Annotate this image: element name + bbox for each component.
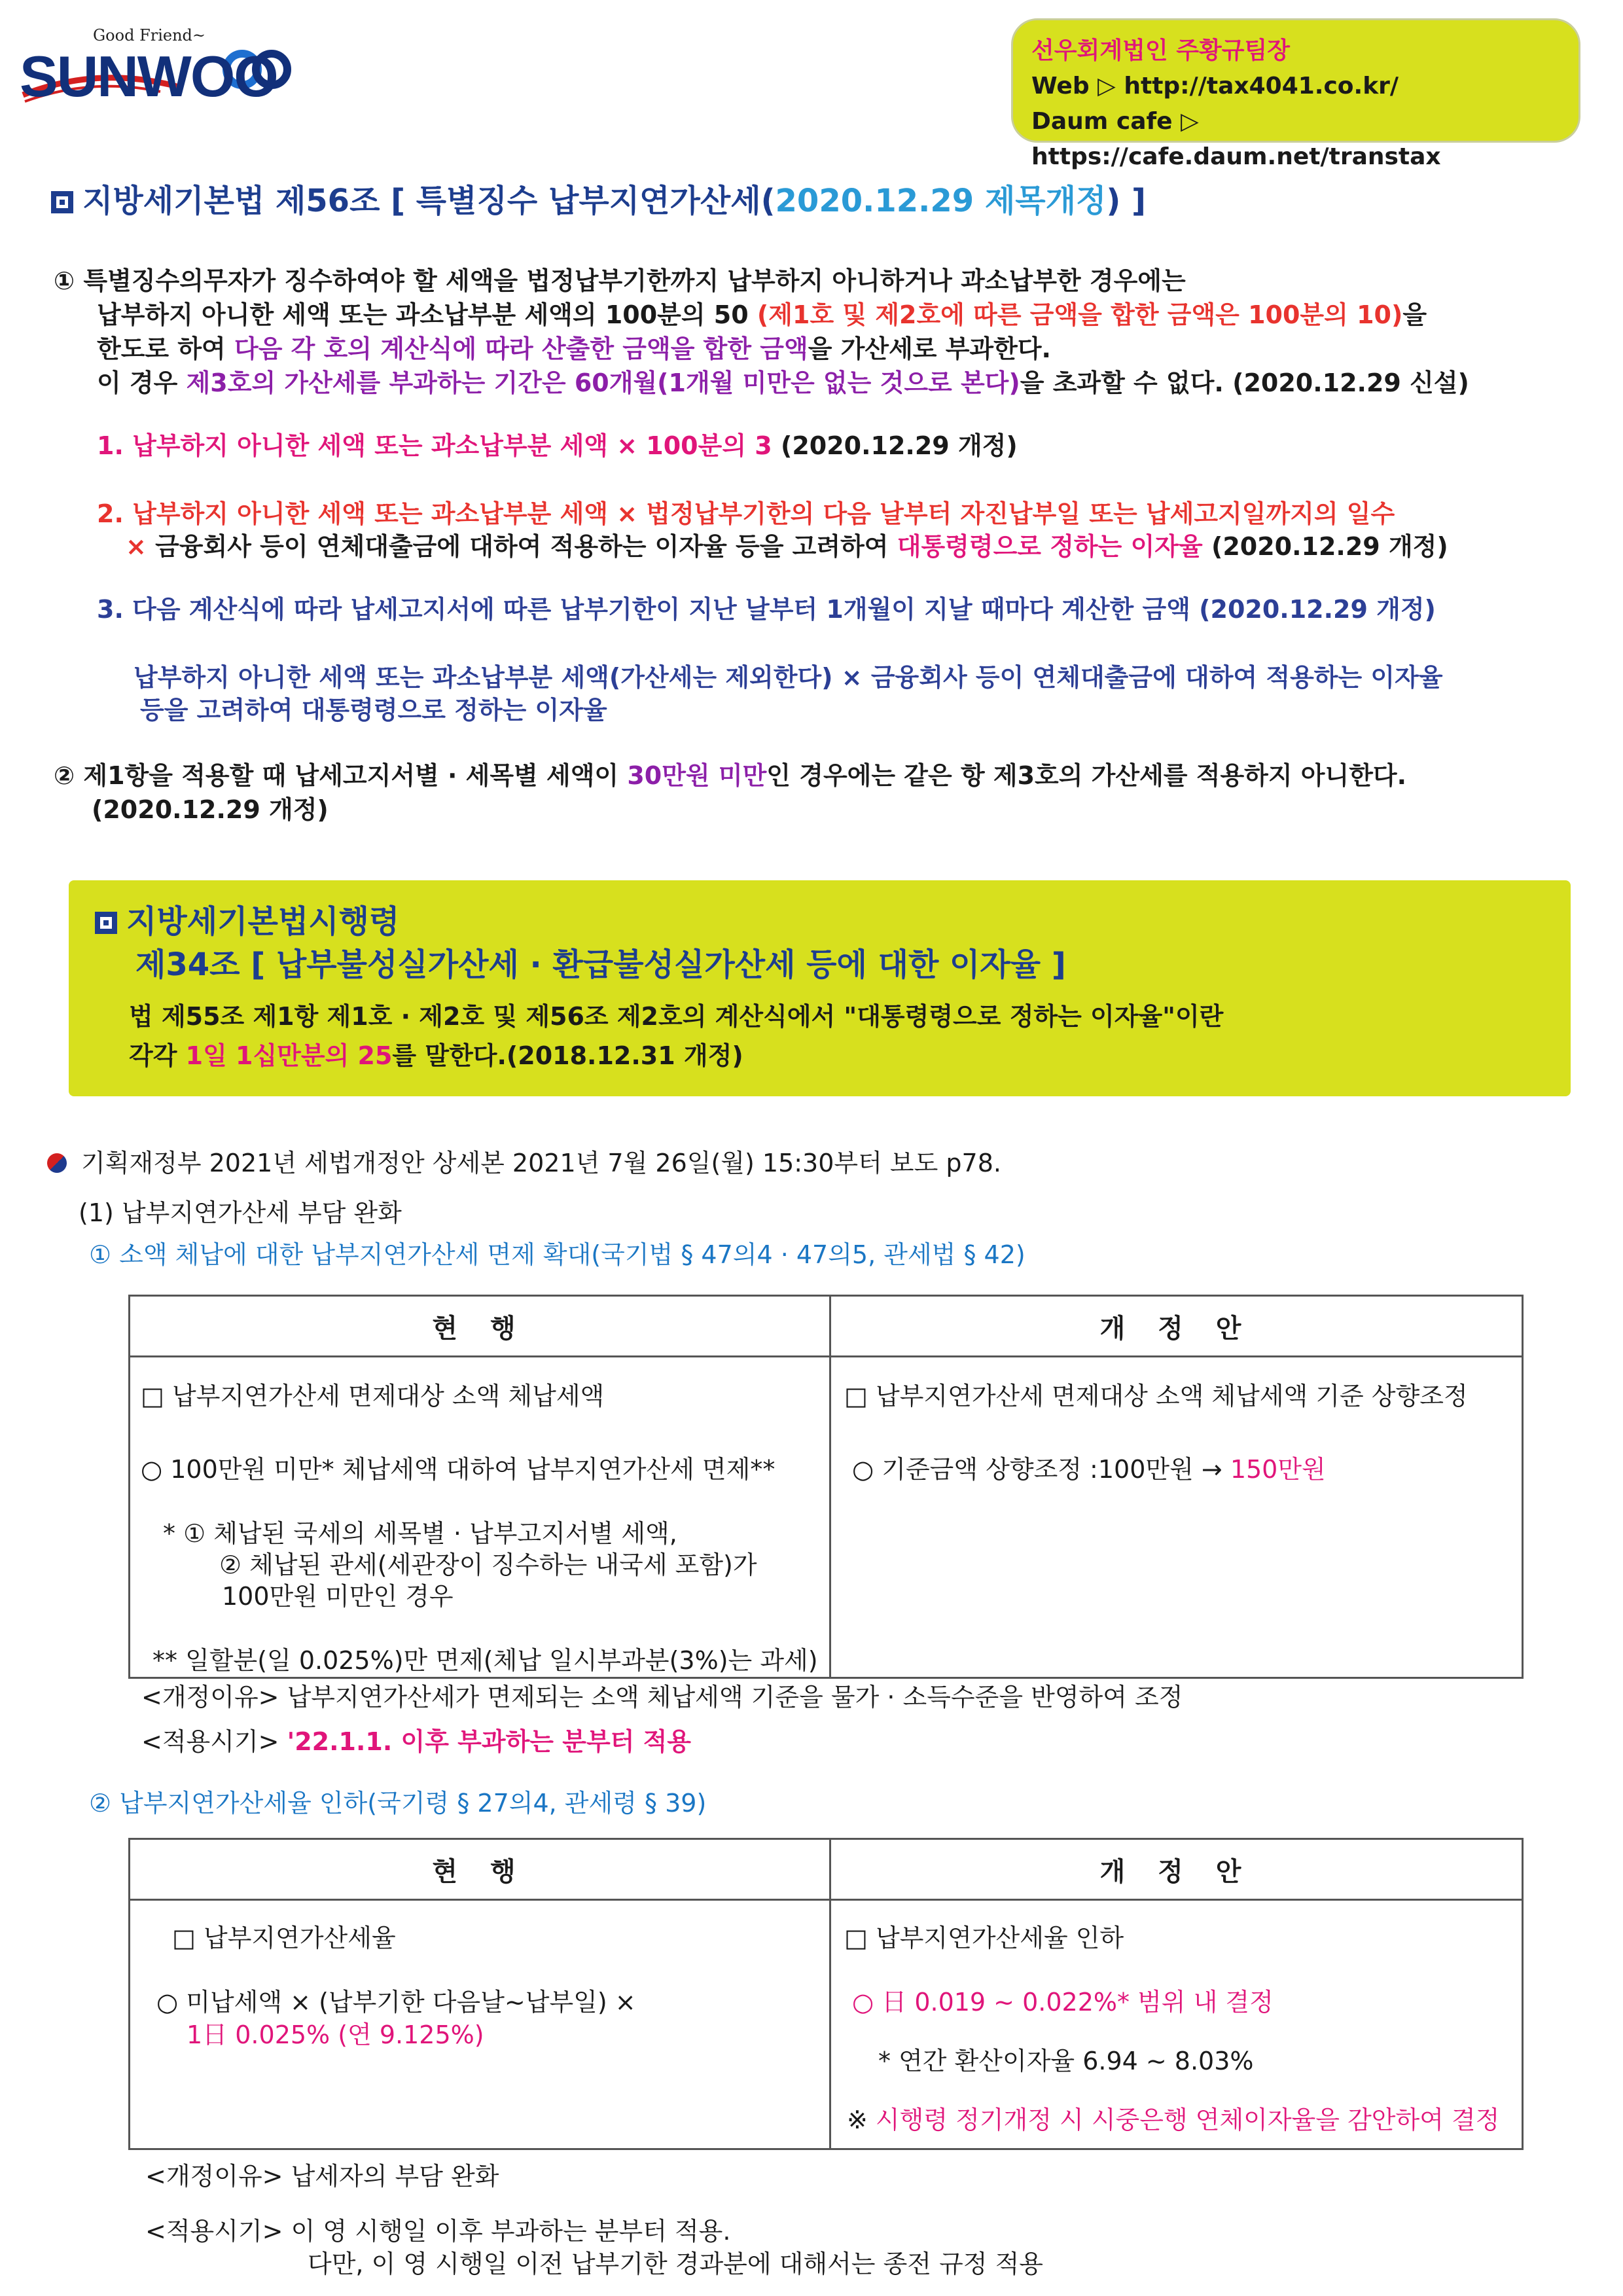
table1-right-line: ○ 기준금액 상향조정 :100만원 → 150만원 [852, 1455, 1326, 1484]
contact-cafe[interactable]: Daum cafe ▷ https://cafe.daum.net/transtax [1031, 108, 1441, 170]
item2-line2: × 금융회사 등이 연체대출금에 대하여 적용하는 이자율 등을 고려하여 대통령령으로 정하는 이자율 (2020.12.29 개정) [126, 532, 1448, 561]
table2-timing-2: 다만, 이 영 시행일 이전 납부기한 경과분에 대해서는 종전 규정 적용 [308, 2250, 1043, 2278]
para2-line1: ② 제1항을 적용할 때 납세고지서별 · 세목별 세액이 30만원 미만인 경우에는 같은 항 제3호의 가산세를 적용하지 아니한다. [54, 761, 1407, 790]
para1-line1: ① 특별징수의무자가 징수하여야 할 세액을 법정납부기한까지 납부하지 아니하거나 과소납부한 경우에는 [54, 266, 1186, 295]
decree-title: 지방세기본법시행령 제34조 [ 납부불성실가산세 · 환급불성실가산세 등에 대한 이자율 ] [95, 900, 1066, 986]
para2-line2: (2020.12.29 개정) [92, 795, 329, 824]
reform-section-1: (1) 납부지연가산세 부담 완화 [79, 1198, 402, 1227]
table1-head-current: 현 행 [130, 1296, 830, 1357]
table2-left-line: □ 납부지연가산세율 [172, 1924, 396, 1952]
comparison-table-2 [128, 1838, 1524, 2150]
table2-head-current: 현 행 [130, 1839, 830, 1900]
table2-right-line: □ 납부지연가산세율 인하 [844, 1924, 1124, 1952]
item3-line2: 납부하지 아니한 세액 또는 과소납부분 세액(가산세는 제외한다) × 금융회사 등이 연체대출금에 대하여 적용하는 이자율 [134, 663, 1443, 692]
para1-line4: 이 경우 제3호의 가산세를 부과하는 기간은 60개월(1개월 미만은 없는 것으로 본다)을 초과할 수 없다. (2020.12.29 신설) [97, 368, 1469, 397]
contact-web[interactable]: Web ▷ http://tax4041.co.kr/ [1031, 73, 1399, 99]
table1-left-line: ○ 100만원 미만* 체납세액 대하여 납부지연가산세 면제** [141, 1455, 776, 1484]
logo-wordmark: SUNWOO [20, 44, 277, 109]
reform-subsection-2: ② 납부지연가산세율 인하(국기령 § 27의4, 관세령 § 39) [89, 1789, 707, 1818]
article-title: 지방세기본법 제56조 [ 특별징수 납부지연가산세(2020.12.29 제목개정) ] [51, 175, 1146, 221]
square-bullet-icon [51, 191, 73, 213]
item3-line1: 3. 다음 계산식에 따라 납세고지서에 따른 납부기한이 지난 날부터 1개월이 지날 때마다 계산한 금액 (2020.12.29 개정) [97, 595, 1436, 624]
table1-left-line: * ① 체납된 국세의 세목별 · 납부고지서별 세액, [163, 1519, 677, 1548]
table2-right-line: ※ 시행령 정기개정 시 시중은행 연체이자율을 감안하여 결정 [847, 2106, 1500, 2134]
sunwoo-logo [20, 26, 294, 111]
table1-left-line: ② 체납된 관세(세관장이 징수하는 내국세 포함)가 [219, 1551, 757, 1579]
para1-line3: 한도로 하여 다음 각 호의 계산식에 따라 산출한 금액을 합한 금액을 가산세로 부과한다. [97, 334, 1051, 363]
reform-source: 기획재정부 2021년 세법개정안 상세본 2021년 7월 26일(월) 15:30부터 보도 p78. [81, 1149, 1001, 1177]
red-blue-bullet-icon [47, 1153, 67, 1173]
item1: 1. 납부하지 아니한 세액 또는 과소납부분 세액 × 100분의 3 (2020.12.29 개정) [97, 431, 1018, 460]
table1-proposed-cell [830, 1357, 1523, 1678]
table1-left-line: ** 일할분(일 0.025%)만 면제(체납 일시부과분(3%)는 과세) [152, 1646, 818, 1675]
table1-left-line: 100만원 미만인 경우 [222, 1582, 454, 1611]
table1-head-proposed: 개 정 안 [830, 1296, 1523, 1357]
table1-current-cell [130, 1357, 830, 1678]
table2-right-line: ○ 日 0.019 ~ 0.022%* 범위 내 결정 [852, 1988, 1274, 2017]
logo-slogan: Good Friend~ [93, 26, 205, 45]
table1-right-line: □ 납부지연가산세 면제대상 소액 체납세액 기준 상향조정 [844, 1382, 1468, 1410]
item2-line1: 2. 납부하지 아니한 세액 또는 과소납부분 세액 × 법정납부기한의 다음 날부터 자진납부일 또는 납세고지일까지의 일수 [97, 499, 1395, 528]
square-bullet-icon [95, 912, 117, 934]
decree-box [69, 880, 1571, 1096]
table2-proposed-cell [830, 1900, 1523, 2149]
table2-right-line: * 연간 환산이자율 6.94 ~ 8.03% [878, 2047, 1254, 2075]
comparison-table-1 [128, 1295, 1524, 1679]
table2-timing-1: <적용시기> 이 영 시행일 이후 부과하는 분부터 적용. [145, 2217, 731, 2246]
table2-left-line: 1日 0.025% (연 9.125%) [187, 2020, 484, 2049]
table2-current-cell [130, 1900, 830, 2149]
table2-reason: <개정이유> 납세자의 부담 완화 [145, 2162, 499, 2191]
para1-line2: 납부하지 아니한 세액 또는 과소납부분 세액의 100분의 50 (제1호 및 제2호에 따른 금액을 합한 금액은 100분의 10)을 [97, 300, 1427, 329]
table2-head-proposed: 개 정 안 [830, 1839, 1523, 1900]
item3-line3: 등을 고려하여 대통령령으로 정하는 이자율 [140, 696, 607, 725]
decree-body: 법 제55조 제1항 제1호 · 제2호 및 제56조 제2호의 계산식에서 "대통령령으로 정하는 이자율"이란 각각 1일 1십만분의 25를 말한다.(2018.12.31 개정) [129, 1002, 1224, 1070]
table2-left-line: ○ 미납세액 × (납부기한 다음날~납부일) × [156, 1988, 636, 2017]
table1-reason: <개정이유> 납부지연가산세가 면제되는 소액 체납세액 기준을 물가 · 소득수준을 반영하여 조정 [141, 1683, 1183, 1712]
contact-box [1011, 18, 1580, 170]
contact-name: 선우회계법인 주황규팀장 [1031, 37, 1291, 64]
table1-timing: <적용시기> '22.1.1. 이후 부과하는 분부터 적용 [141, 1727, 692, 1756]
table1-left-line: □ 납부지연가산세 면제대상 소액 체납세액 [141, 1382, 605, 1410]
reform-subsection-1: ① 소액 체납에 대한 납부지연가산세 면제 확대(국기법 § 47의4 · 47의5, 관세법 § 42) [89, 1240, 1026, 1269]
